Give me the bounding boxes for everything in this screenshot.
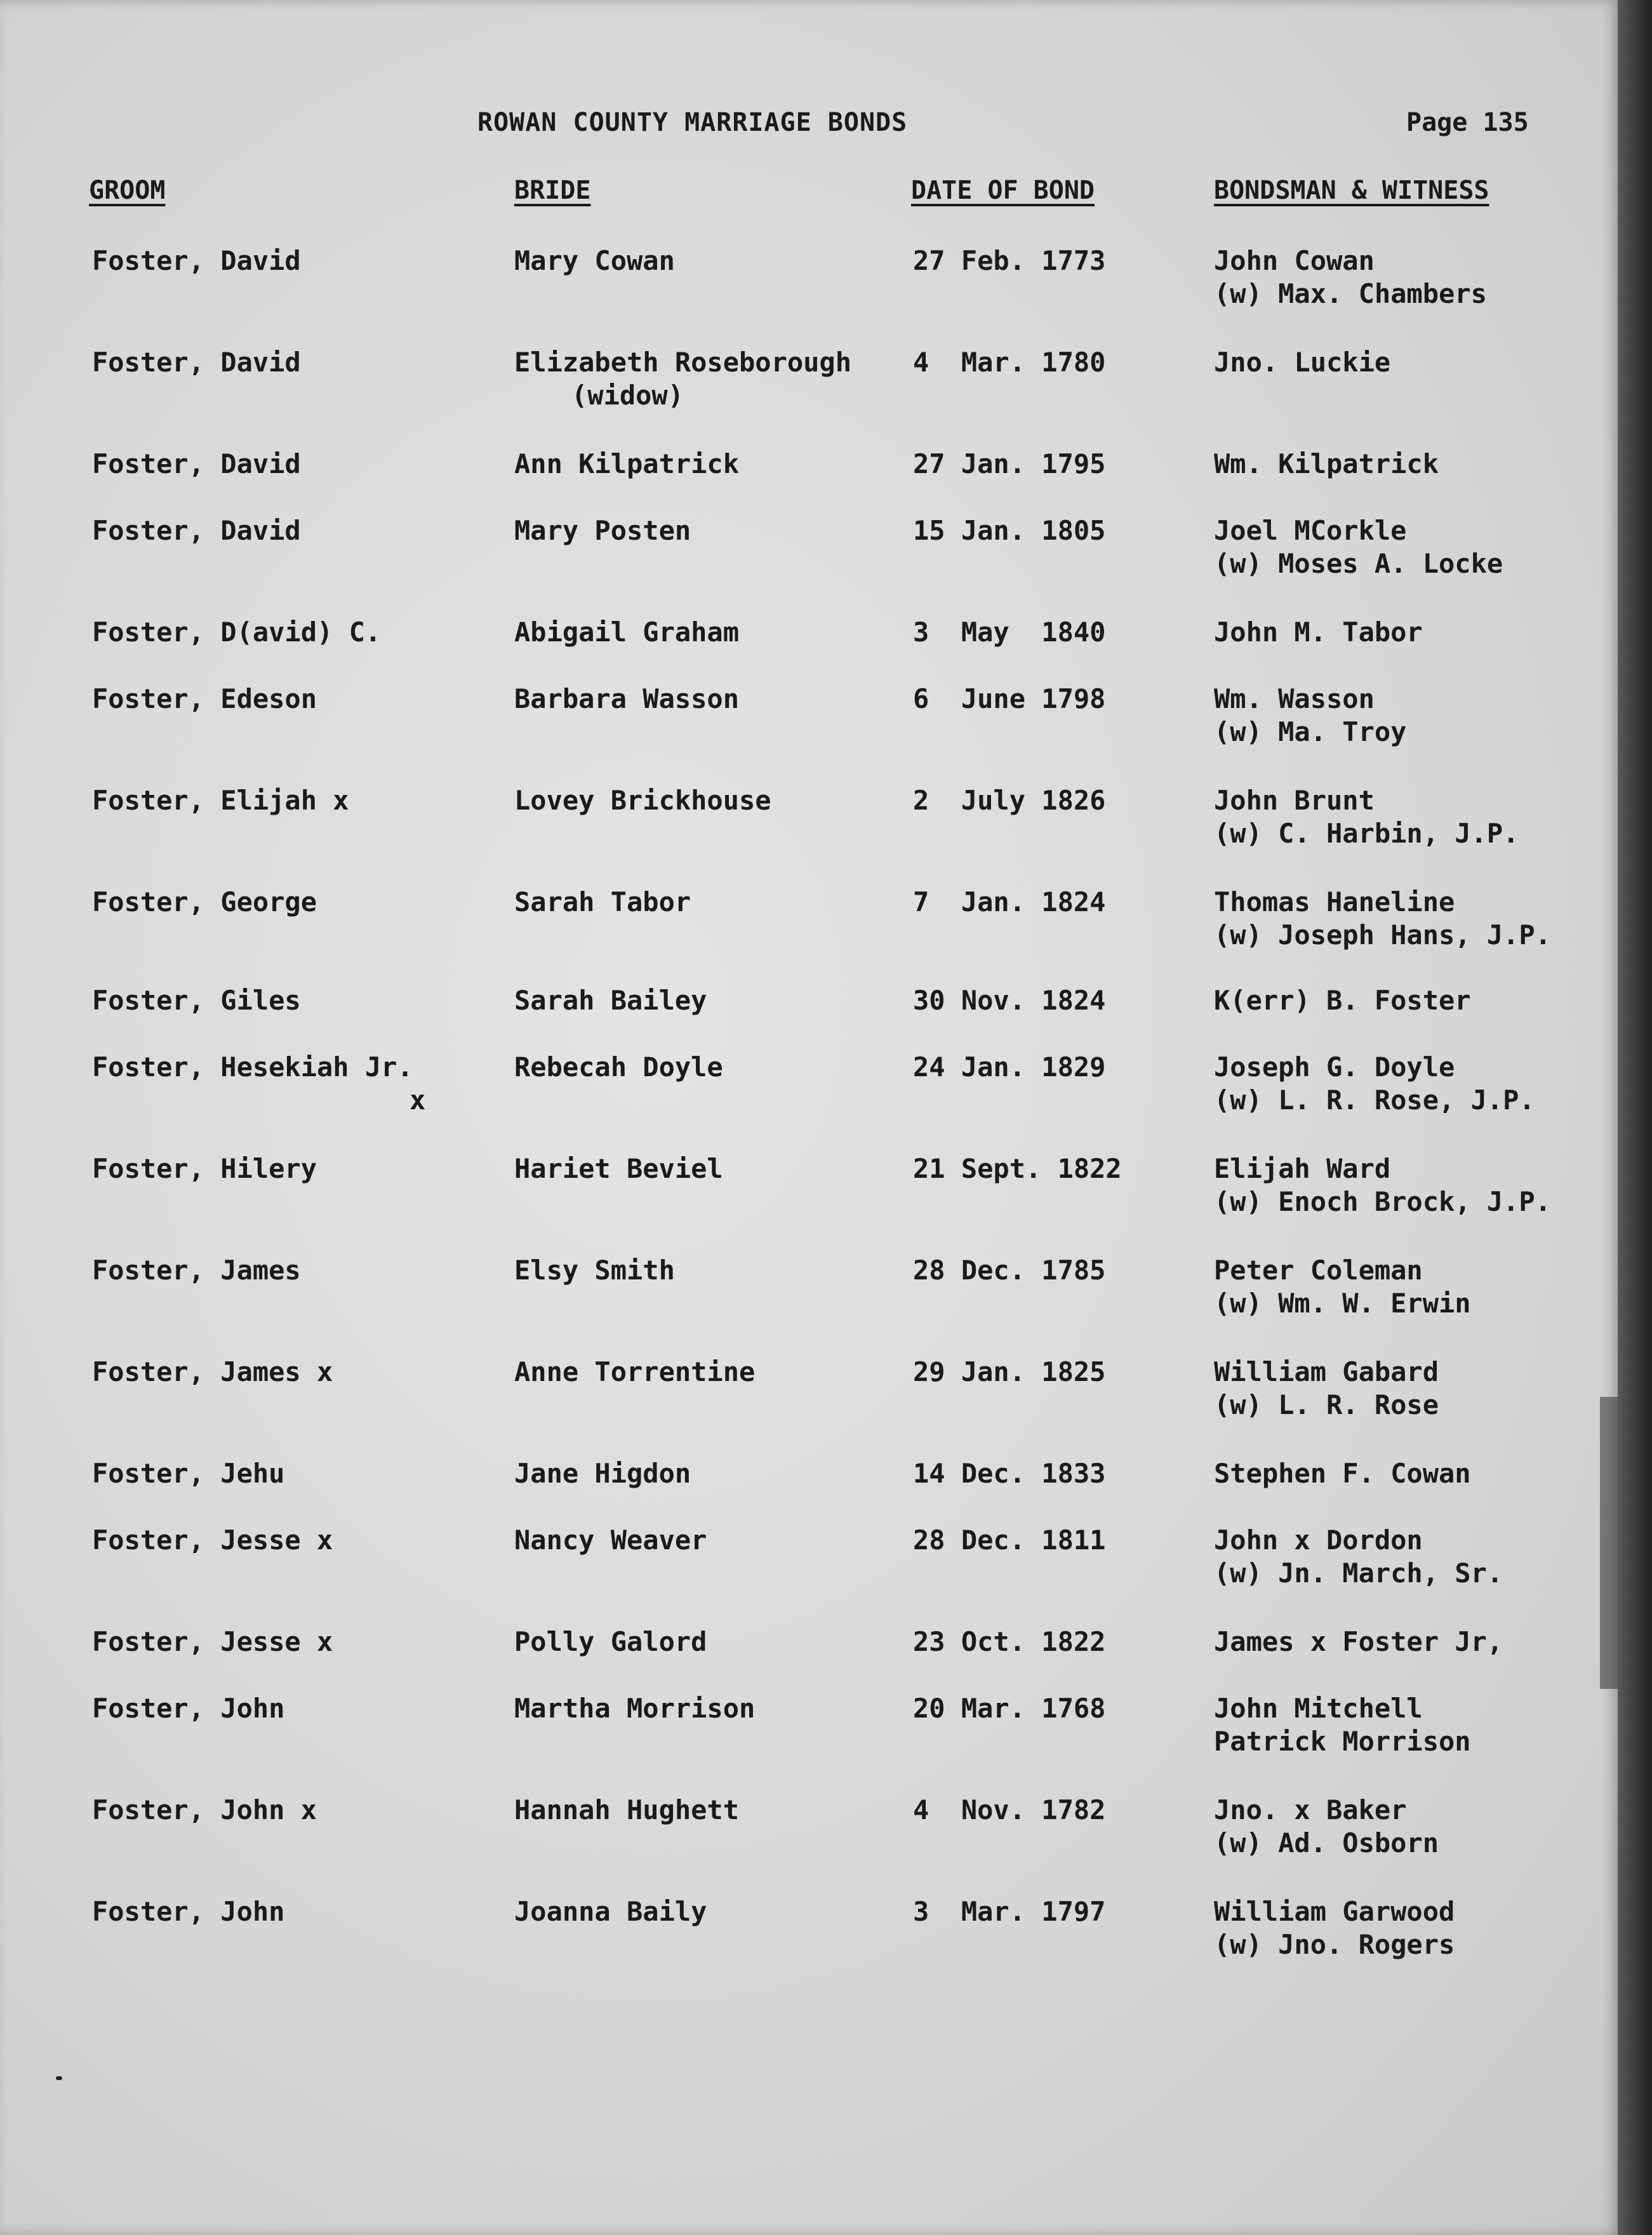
bond-date: 4 Nov. 1782 [913,1794,1106,1825]
witness-name: (w) Joseph Hans, J.P. [1214,919,1552,951]
groom-mark: x [410,1084,426,1116]
witness-name: (w) Max. Chambers [1214,278,1487,309]
bride-name: Abigail Graham [514,617,740,648]
groom-cell [92,1356,333,1389]
record-row [0,346,1618,435]
bondsman-name: John Mitchell [1214,1693,1423,1724]
bride-name: Martha Morrison [514,1693,756,1724]
record-row [0,244,1618,333]
bond-date: 20 Mar. 1768 [913,1693,1106,1724]
bride-name: Barbara Wasson [514,683,740,714]
groom-name: Foster, David [92,515,301,546]
bondsman-cell [1214,1356,1439,1422]
bond-date: 27 Feb. 1773 [913,245,1106,276]
bride-name: Joanna Baily [514,1896,707,1927]
bride-name: Mary Posten [514,515,691,546]
bride-cell [514,514,691,547]
groom-name: Foster, John x [92,1794,317,1825]
bondsman-name: Jno. x Baker [1214,1794,1407,1825]
bondsman-name: K(err) B. Foster [1214,985,1471,1016]
bride-name: Hannah Hughett [514,1794,740,1825]
groom-name: Foster, John [92,1896,285,1927]
bond-date: 2 July 1826 [913,785,1106,816]
bride-cell [514,346,851,412]
record-row [0,784,1618,873]
bride-name: Jane Higdon [514,1458,691,1489]
bride-cell [514,1356,755,1389]
bride-name: Polly Galord [514,1626,707,1657]
bondsman-name: John M. Tabor [1214,617,1423,648]
bride-cell [514,1254,675,1287]
column-header-groom: GROOM [89,176,166,205]
bondsman-cell [1214,1692,1471,1758]
groom-name: Foster, Hesekiah Jr. [92,1051,413,1083]
bride-name: Sarah Bailey [514,985,707,1016]
groom-name: Foster, Jehu [92,1458,285,1489]
groom-name: Foster, George [92,886,317,917]
groom-name: Foster, Jesse x [92,1524,333,1556]
bride-cell [514,244,675,277]
bondsman-name: Thomas Haneline [1214,886,1455,917]
column-header-bride: BRIDE [514,176,591,205]
bond-date: 28 Dec. 1811 [913,1524,1106,1556]
bride-cell [514,616,739,649]
witness-name: (w) Jn. March, Sr. [1214,1558,1503,1589]
bride-cell [514,1895,707,1928]
groom-name: Foster, Edeson [92,683,317,714]
bondsman-name: Stephen F. Cowan [1214,1458,1471,1489]
bond-date: 7 Jan. 1824 [913,886,1106,917]
bondsman-name: John Brunt [1214,785,1375,816]
bond-date: 6 June 1798 [913,683,1106,714]
groom-cell [92,984,301,1017]
bondsman-cell [1214,1794,1439,1860]
bond-date: 3 Mar. 1797 [913,1896,1106,1927]
bondsman-name: James x Foster Jr, [1214,1626,1503,1657]
bondsman-cell [1214,514,1503,580]
witness-name: (w) Jno. Rogers [1214,1929,1455,1960]
groom-name: Foster, David [92,245,301,276]
groom-cell [92,1625,333,1658]
document-title: ROWAN COUNTY MARRIAGE BONDS [477,108,908,137]
witness-name: (w) C. Harbin, J.P. [1214,818,1519,849]
bride-name: Nancy Weaver [514,1524,707,1556]
bondsman-name: Joel MCorkle [1214,515,1407,546]
record-row [0,1524,1618,1613]
bondsman-cell [1214,1051,1535,1117]
bond-date: 3 May 1840 [913,617,1106,648]
witness-name: (w) Moses A. Locke [1214,548,1503,579]
groom-name: Foster, John [92,1693,285,1724]
bondsman-name: William Garwood [1214,1896,1455,1927]
bride-cell [514,1625,707,1658]
record-row [0,1254,1618,1343]
record-row [0,1692,1618,1781]
groom-cell [92,1254,301,1287]
bondsman-cell [1214,984,1471,1017]
scan-shadow [1600,1397,1618,1689]
bond-date: 14 Dec. 1833 [913,1458,1106,1489]
bondsman-cell [1214,1895,1455,1961]
groom-cell [92,1692,284,1725]
bride-cell [514,1794,739,1827]
record-row [0,886,1618,975]
bride-name: Hariet Beviel [514,1153,723,1184]
bride-name: Ann Kilpatrick [514,448,740,479]
bride-cell [514,984,707,1017]
bondsman-name: Joseph G. Doyle [1214,1051,1455,1083]
bride-note: (widow) [571,380,684,411]
bondsman-cell [1214,1152,1551,1218]
bondsman-cell [1214,1625,1503,1658]
bondsman-name: John Cowan [1214,245,1375,276]
witness-name: (w) L. R. Rose [1214,1389,1439,1420]
bondsman-cell [1214,1524,1503,1590]
bondsman-cell [1214,1254,1471,1320]
witness-name: (w) Ma. Troy [1214,716,1407,747]
bride-cell [514,1051,723,1084]
record-row [0,1356,1618,1444]
scan-edge [1618,0,1652,2235]
groom-name: Foster, David [92,347,301,378]
groom-name: Foster, Elijah x [92,785,349,816]
bondsman-cell [1214,244,1487,310]
bond-date: 23 Oct. 1822 [913,1626,1106,1657]
column-header-bondsman: BONDSMAN & WITNESS [1214,176,1489,205]
bride-cell [514,886,691,919]
record-row [0,1794,1618,1883]
witness-name: (w) Wm. W. Erwin [1214,1288,1471,1319]
record-row [0,1895,1618,1984]
bondsman-cell [1214,784,1519,850]
bride-name: Anne Torrentine [514,1356,756,1387]
bondsman-cell [1214,448,1439,481]
bond-date: 15 Jan. 1805 [913,515,1106,546]
bride-cell [514,683,739,716]
groom-name: Foster, Giles [92,985,301,1016]
bondsman-name: William Gabard [1214,1356,1439,1387]
bond-date: 24 Jan. 1829 [913,1051,1106,1083]
bondsman-name: Elijah Ward [1214,1153,1391,1184]
groom-cell [92,886,317,919]
bond-date: 30 Nov. 1824 [913,985,1106,1016]
bondsman-cell [1214,346,1390,379]
groom-cell [92,683,317,716]
column-header-date: DATE OF BOND [911,176,1095,205]
record-row [0,683,1618,771]
witness-name: (w) Enoch Brock, J.P. [1214,1186,1552,1217]
groom-name: Foster, James x [92,1356,333,1387]
bondsman-cell [1214,683,1406,749]
groom-cell [92,1152,317,1185]
witness-name: (w) Ad. Osborn [1214,1827,1439,1858]
groom-name: Foster, James [92,1255,301,1286]
bride-name: Rebecah Doyle [514,1051,723,1083]
bride-cell [514,1692,755,1725]
bondsman-name: Jno. Luckie [1214,347,1391,378]
bond-date: 4 Mar. 1780 [913,347,1106,378]
bond-date: 28 Dec. 1785 [913,1255,1106,1286]
groom-cell [92,346,301,379]
bride-cell [514,1152,723,1185]
bride-cell [514,784,771,817]
bond-date: 29 Jan. 1825 [913,1356,1106,1387]
witness-name: (w) L. R. Rose, J.P. [1214,1084,1535,1116]
groom-name: Foster, David [92,448,301,479]
groom-cell [92,616,381,649]
bondsman-name: John x Dordon [1214,1524,1423,1556]
groom-cell [92,1051,425,1117]
bride-cell [514,1524,707,1557]
bond-date: 27 Jan. 1795 [913,448,1106,479]
bride-name: Sarah Tabor [514,886,691,917]
groom-cell [92,784,349,817]
bride-name: Elsy Smith [514,1255,675,1286]
scan-speck [56,2076,62,2080]
bondsman-name: Peter Coleman [1214,1255,1423,1286]
page-number: Page 135 [1406,108,1529,137]
groom-cell [92,448,301,481]
bride-cell [514,448,739,481]
bondsman-cell [1214,1457,1471,1490]
bondsman-name: Wm. Kilpatrick [1214,448,1439,479]
groom-cell [92,1895,284,1928]
bride-name: Mary Cowan [514,245,675,276]
bride-name: Lovey Brickhouse [514,785,771,816]
bride-cell [514,1457,691,1490]
groom-cell [92,514,301,547]
groom-cell [92,244,301,277]
groom-cell [92,1524,333,1557]
groom-name: Foster, Hilery [92,1153,317,1184]
witness-name: Patrick Morrison [1214,1726,1471,1757]
groom-name: Foster, D(avid) C. [92,617,382,648]
record-row [0,514,1618,603]
bondsman-cell [1214,886,1551,952]
bondsman-cell [1214,616,1423,649]
groom-cell [92,1794,317,1827]
bondsman-name: Wm. Wasson [1214,683,1375,714]
bride-name: Elizabeth Roseborough [514,347,852,378]
groom-cell [92,1457,284,1490]
bond-date: 21 Sept. 1822 [913,1153,1122,1184]
record-row [0,1051,1618,1140]
groom-name: Foster, Jesse x [92,1626,333,1657]
record-row [0,1152,1618,1241]
